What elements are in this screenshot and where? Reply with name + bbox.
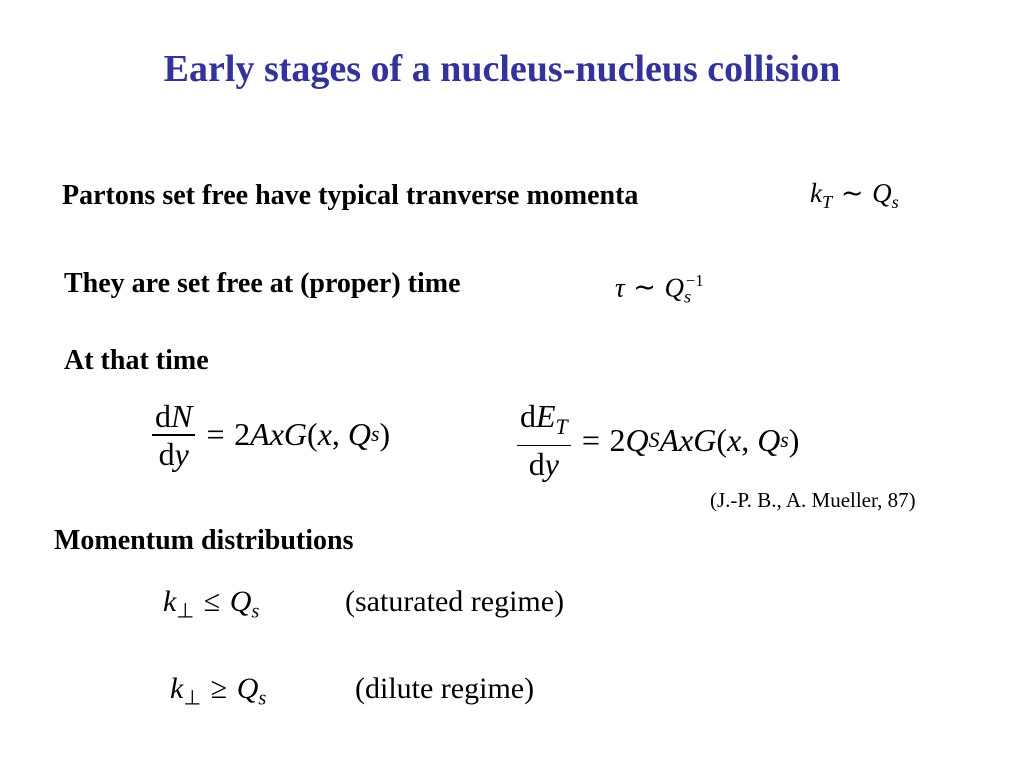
formula-subscript: s xyxy=(891,191,899,212)
citation: (J.-P. B., A. Mueller, 87) xyxy=(710,488,916,512)
q-subscript: s xyxy=(258,687,267,710)
close-paren: ) xyxy=(788,421,800,458)
tau-formula xyxy=(615,267,704,310)
variable-y: y xyxy=(544,446,559,483)
argument-q: Q xyxy=(347,416,371,453)
formula-superscript: −1 xyxy=(685,271,704,290)
fraction xyxy=(517,398,571,482)
det-dy-equation xyxy=(517,398,799,482)
k-symbol: k xyxy=(163,585,177,618)
equals-sign: = xyxy=(581,421,600,458)
open-paren: ( xyxy=(716,421,727,458)
formula-relation: ∼ xyxy=(633,272,656,303)
fraction-denominator xyxy=(156,436,192,472)
differential-d: d xyxy=(155,398,171,434)
momentum-heading: Momentum distributions xyxy=(54,525,354,556)
perp-subscript: ⊥ xyxy=(176,600,195,623)
q-subscript: s xyxy=(251,600,260,623)
relation-symbol: ≤ xyxy=(203,585,221,618)
coefficient: 2 xyxy=(234,416,251,453)
comma: , xyxy=(741,421,750,458)
fraction-numerator xyxy=(152,398,195,434)
comma: , xyxy=(331,416,340,453)
formula-symbol: τ xyxy=(615,272,625,303)
argument-subscript: s xyxy=(371,422,380,447)
differential-d: d xyxy=(528,446,545,483)
dilute-regime-label: (dilute regime) xyxy=(355,672,535,705)
equation-body: AxG xyxy=(659,421,717,458)
dn-dy-equation xyxy=(152,398,390,472)
variable-y: y xyxy=(174,435,189,472)
argument-subscript: s xyxy=(780,427,789,452)
formula-subscript: T xyxy=(821,191,833,212)
fraction-denominator xyxy=(526,446,562,482)
kt-formula xyxy=(810,180,899,216)
saturated-regime-label: (saturated regime) xyxy=(345,585,565,618)
coefficient: 2 xyxy=(609,421,626,458)
argument-x: x xyxy=(726,421,742,458)
fraction xyxy=(152,398,195,472)
variable-e: E xyxy=(536,398,556,434)
differential-d: d xyxy=(520,398,536,434)
dilute-condition xyxy=(170,674,266,714)
k-symbol: k xyxy=(170,672,184,705)
at-that-time-text: At that time xyxy=(64,345,209,376)
slide-title: Early stages of a nucleus-nucleus collision xyxy=(163,48,841,90)
q-symbol: Q xyxy=(236,672,259,705)
close-paren: ) xyxy=(379,416,391,453)
saturated-condition xyxy=(163,587,259,627)
factor-q: Q xyxy=(625,421,649,458)
formula-relation: ∼ xyxy=(840,178,864,208)
relation-symbol: ≥ xyxy=(210,672,228,705)
equation-body: AxG xyxy=(250,416,308,453)
fraction-numerator xyxy=(517,398,571,445)
formula-symbol: k xyxy=(810,178,822,208)
factor-subscript: S xyxy=(648,427,660,452)
equals-sign: = xyxy=(206,416,225,453)
set-free-text: They are set free at (proper) time xyxy=(64,268,461,299)
variable-n: N xyxy=(171,398,193,434)
perp-subscript: ⊥ xyxy=(183,687,202,710)
open-paren: ( xyxy=(307,416,318,453)
argument-x: x xyxy=(317,416,332,453)
differential-d: d xyxy=(158,435,175,472)
formula-subscript: s xyxy=(684,286,692,307)
q-symbol: Q xyxy=(229,585,252,618)
partons-text: Partons set free have typical tranverse momenta xyxy=(62,180,639,211)
formula-symbol: Q xyxy=(872,178,892,208)
formula-symbol: Q xyxy=(664,272,685,303)
variable-subscript: T xyxy=(555,414,568,439)
argument-q: Q xyxy=(757,421,781,458)
